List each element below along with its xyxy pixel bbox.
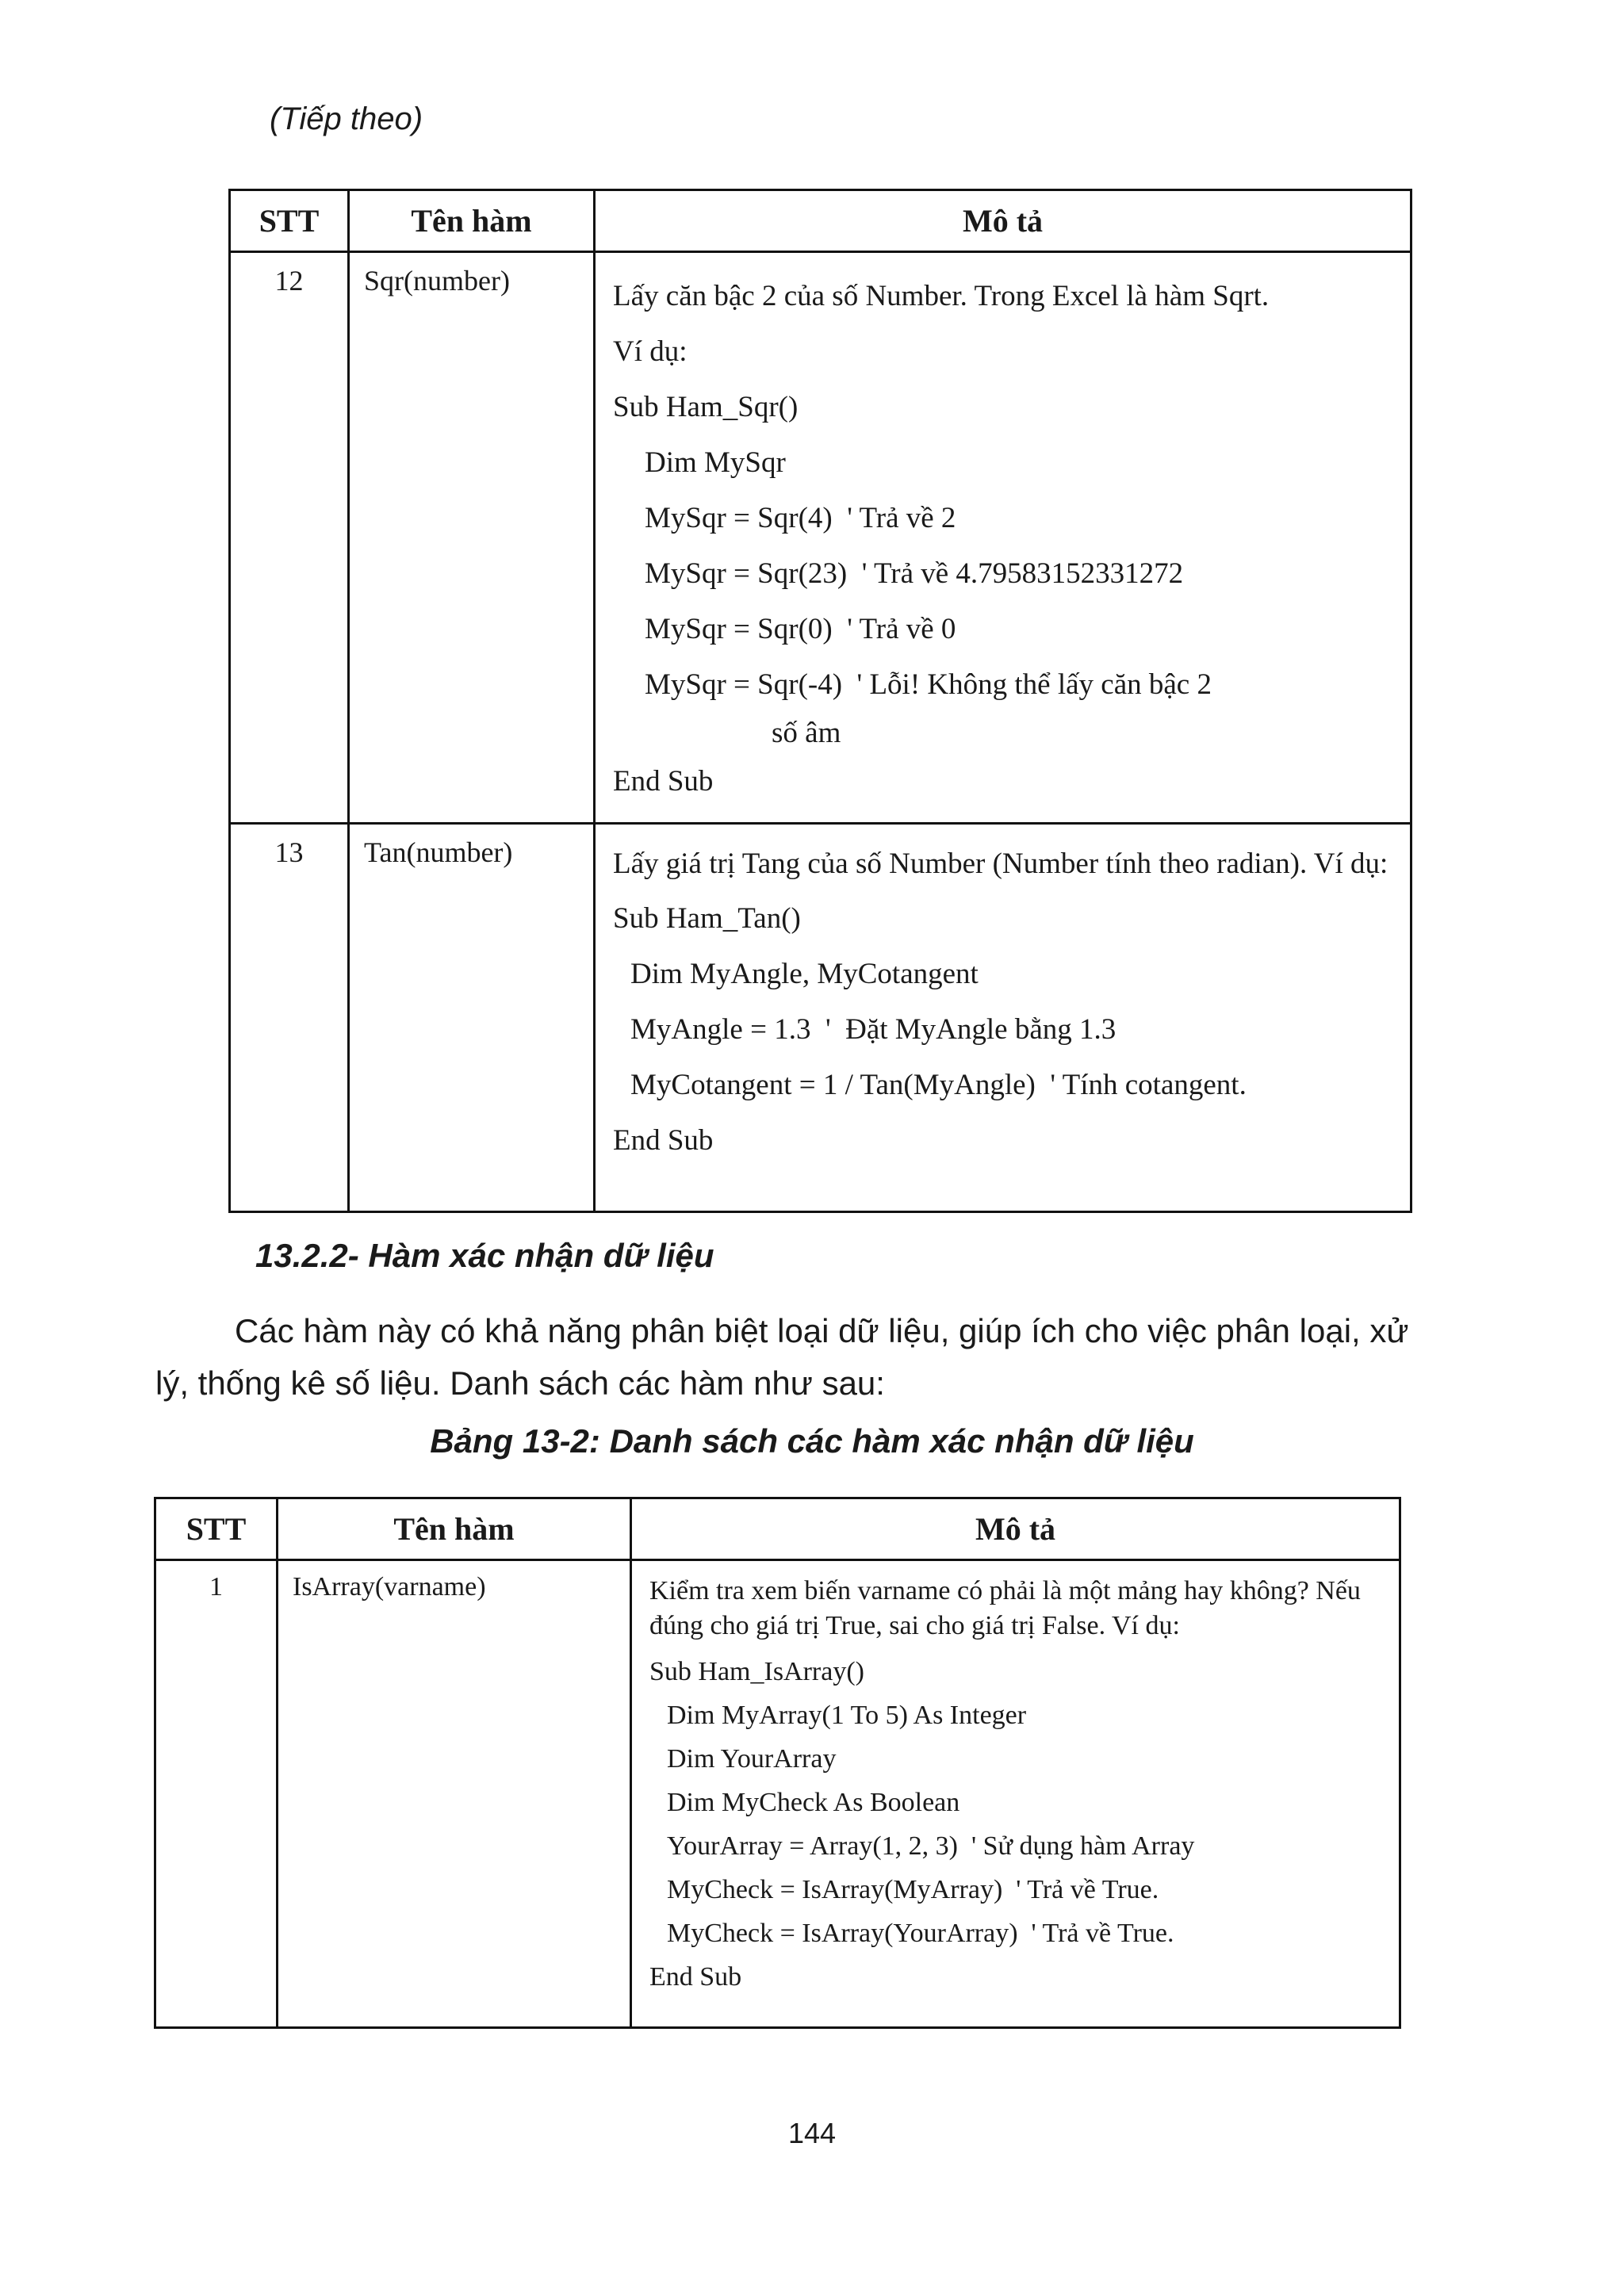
code-line: Dim MyCheck As Boolean [667, 1788, 960, 1817]
table-row [155, 1560, 1400, 2028]
code-line: Dim YourArray [667, 1744, 837, 1774]
row-function-name: Sqr(number) [349, 252, 595, 824]
code-line: MySqr = Sqr(4) ' Trả về 2 [645, 502, 956, 534]
row-function-name: Tan(number) [349, 824, 595, 1212]
validation-functions-table [154, 1497, 1401, 2029]
code-line: MyCheck = IsArray(MyArray) ' Trả về True. [667, 1875, 1159, 1904]
page-number: 144 [787, 2117, 837, 2149]
code-line: Dim MyAngle, MyCotangent [630, 958, 979, 990]
table-row [230, 252, 1411, 824]
code-line: MyCheck = IsArray(YourArray) ' Trả về True. [667, 1919, 1174, 1948]
row-description [595, 824, 1411, 1212]
body-paragraph: Các hàm này có khả năng phân biệt loại dữ liệu, giúp ích cho việc phân loại, xử lý, thống kê số liệu. Danh sách các hàm như sau: [155, 1312, 1409, 1402]
row-description [595, 252, 1411, 824]
header-function-name: Tên hàm [349, 190, 595, 252]
code-line: YourArray = Array(1, 2, 3) ' Sử dụng hàm Array [667, 1831, 1195, 1861]
row-function-name: IsArray(varname) [278, 1560, 631, 2028]
row-stt: 1 [155, 1560, 278, 2028]
table-caption: Bảng 13-2: Danh sách các hàm xác nhận dữ liệu [430, 1422, 1194, 1460]
code-line: MyCotangent = 1 / Tan(MyAngle) ' Tính cotangent. [630, 1069, 1247, 1101]
code-line: Ví dụ: [613, 335, 688, 368]
header-stt: STT [155, 1498, 278, 1560]
row-stt: 12 [230, 252, 349, 824]
description-text: Kiểm tra xem biến varname có phải là một mảng hay không? Nếu đúng cho giá trị True, sai cho giá trị False. Ví dụ: [649, 1576, 1361, 1640]
header-stt: STT [230, 190, 349, 252]
table-header-row [230, 190, 1411, 252]
code-line: MySqr = Sqr(0) ' Trả về 0 [645, 613, 956, 645]
code-line: Dim MySqr [645, 446, 786, 479]
section-heading: 13.2.2- Hàm xác nhận dữ liệu [255, 1237, 714, 1274]
row-description [631, 1560, 1400, 2028]
code-line: End Sub [649, 1962, 742, 1992]
row-stt: 13 [230, 824, 349, 1212]
table-header-row [155, 1498, 1400, 1560]
code-line: Sub Ham_IsArray() [649, 1657, 864, 1686]
description-text: Lấy giá trị Tang của số Number (Number tính theo radian). Ví dụ: [613, 848, 1388, 880]
code-line: MyAngle = 1.3 ' Đặt MyAngle bằng 1.3 [630, 1013, 1116, 1046]
code-line: MySqr = Sqr(23) ' Trả về 4.79583152331272 [645, 557, 1184, 590]
table-row [230, 824, 1411, 1212]
code-line: Sub Ham_Tan() [613, 902, 801, 935]
continued-label: (Tiếp theo) [270, 101, 423, 136]
description-text: Lấy căn bậc 2 của số Number. Trong Excel là hàm Sqrt. [613, 280, 1270, 312]
code-line: Dim MyArray(1 To 5) As Integer [667, 1701, 1027, 1730]
code-line: Sub Ham_Sqr() [613, 391, 799, 423]
code-line: End Sub [613, 1124, 714, 1157]
header-description: Mô tả [631, 1498, 1400, 1560]
header-function-name: Tên hàm [278, 1498, 631, 1560]
functions-table-continued [228, 189, 1412, 1213]
code-line: MySqr = Sqr(-4) ' Lỗi! Không thể lấy căn bậc 2 [645, 668, 1212, 701]
code-line: số âm [772, 717, 841, 749]
header-description: Mô tả [595, 190, 1411, 252]
code-line: End Sub [613, 765, 714, 798]
